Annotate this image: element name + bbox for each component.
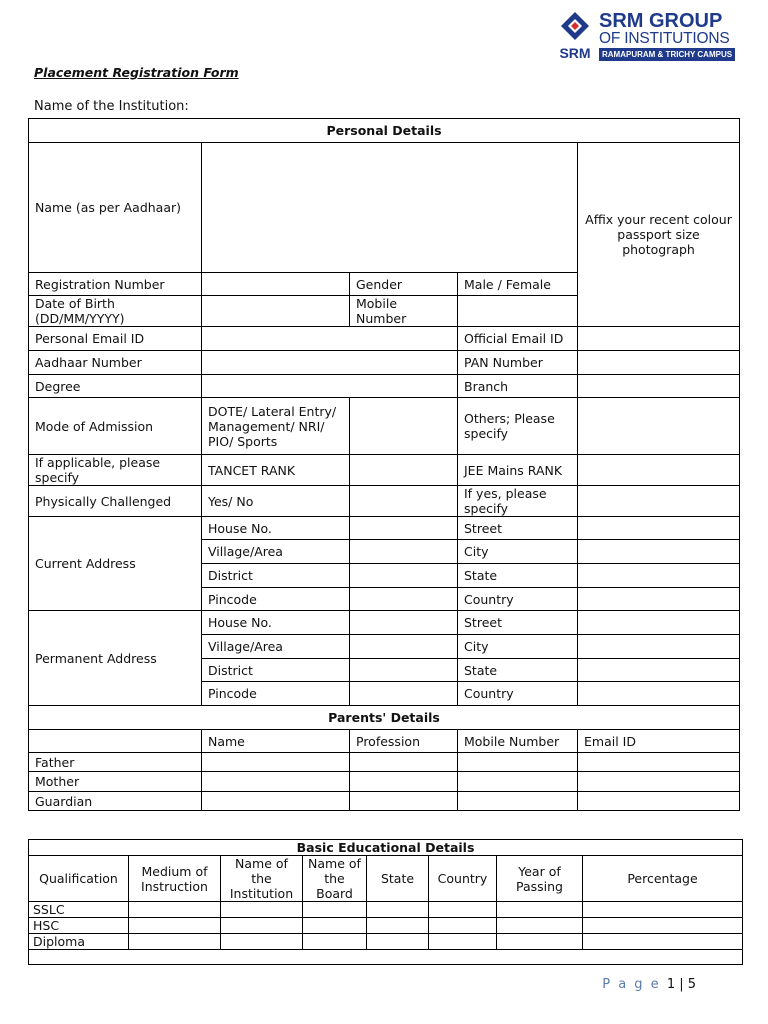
edu-cell[interactable] [221, 902, 303, 918]
perm-state-label: State [458, 659, 578, 682]
form-title: Placement Registration Form [34, 65, 239, 80]
cur-district-field[interactable] [350, 564, 458, 588]
edu-cell[interactable] [583, 934, 743, 950]
personal-details-header: Personal Details [29, 119, 740, 143]
tancet-field[interactable] [350, 455, 458, 486]
cur-city-label: City [458, 540, 578, 564]
edu-col-year: Year of Passing [497, 856, 583, 902]
cur-village-field[interactable] [350, 540, 458, 564]
edu-cell[interactable] [129, 934, 221, 950]
page-footer [602, 977, 696, 992]
personal-email-label: Personal Email ID [29, 327, 202, 351]
perm-pincode-field[interactable] [350, 682, 458, 706]
education-header: Basic Educational Details [29, 840, 743, 856]
photo-box: Affix your recent colour passport size photograph [578, 143, 740, 327]
perm-district-label: District [202, 659, 350, 682]
institution-label: Name of the Institution: [34, 99, 189, 114]
father-profession-field[interactable] [350, 753, 458, 772]
phys-label: Physically Challenged [29, 486, 202, 517]
cur-country-field[interactable] [578, 588, 740, 611]
perm-state-field[interactable] [578, 659, 740, 682]
reg-no-field[interactable] [202, 273, 350, 296]
perm-village-field[interactable] [350, 635, 458, 659]
degree-label: Degree [29, 375, 202, 398]
mode-label: Mode of Admission [29, 398, 202, 455]
logo-mark: SRM [559, 45, 591, 61]
degree-field[interactable] [202, 375, 458, 398]
dob-label: Date of Birth (DD/MM/YYYY) [29, 296, 202, 327]
edu-cell[interactable] [129, 918, 221, 934]
perm-house-label: House No. [202, 611, 350, 635]
ifyes-label: If yes, please specify [458, 486, 578, 517]
edu-row-label: Diploma [29, 934, 129, 950]
edu-cell[interactable] [303, 934, 367, 950]
guardian-mobile-field[interactable] [458, 792, 578, 811]
cur-street-field[interactable] [578, 517, 740, 540]
cur-village-label: Village/Area [202, 540, 350, 564]
guardian-name-field[interactable] [202, 792, 350, 811]
personal-email-field[interactable] [202, 327, 458, 351]
ifyes-field[interactable] [578, 486, 740, 517]
page-number: 1 | 5 [666, 977, 696, 992]
edu-col-institution: Name of the Institution [221, 856, 303, 902]
cur-pincode-field[interactable] [350, 588, 458, 611]
institution-logo [555, 10, 735, 64]
edu-col-country: Country [429, 856, 497, 902]
edu-cell[interactable] [367, 918, 429, 934]
logo-line2: OF INSTITUTIONS [599, 30, 730, 47]
edu-cell[interactable] [497, 934, 583, 950]
official-email-label: Official Email ID [458, 327, 578, 351]
edu-col-state: State [367, 856, 429, 902]
perm-house-field[interactable] [350, 611, 458, 635]
parents-col-mobile: Mobile Number [458, 730, 578, 753]
cur-pincode-label: Pincode [202, 588, 350, 611]
edu-cell[interactable] [429, 902, 497, 918]
name-label: Name (as per Aadhaar) [29, 143, 202, 273]
edu-cell[interactable] [129, 902, 221, 918]
others-field[interactable] [578, 398, 740, 455]
gender-field[interactable]: Male / Female [458, 273, 578, 296]
jee-field[interactable] [578, 455, 740, 486]
cur-state-label: State [458, 564, 578, 588]
phys-options: Yes/ No [202, 486, 350, 517]
mode-options: DOTE/ Lateral Entry/ Management/ NRI/ PIO/ Sports [202, 398, 350, 455]
parents-details-header: Parents' Details [29, 706, 740, 730]
if-applicable-label: If applicable, please specify [29, 455, 202, 486]
education-details-table [28, 839, 743, 965]
parent-row-label: Mother [29, 772, 202, 792]
edu-cell[interactable] [497, 902, 583, 918]
edu-cell[interactable] [221, 918, 303, 934]
branch-label: Branch [458, 375, 578, 398]
mode-field[interactable] [350, 398, 458, 455]
mother-mobile-field[interactable] [458, 772, 578, 792]
perm-country-label: Country [458, 682, 578, 706]
father-email-field[interactable] [578, 753, 740, 772]
logo-line1: SRM GROUP [599, 10, 723, 32]
cur-city-field[interactable] [578, 540, 740, 564]
edu-cell[interactable] [303, 902, 367, 918]
edu-cell[interactable] [303, 918, 367, 934]
current-address-label: Current Address [29, 517, 202, 611]
mother-profession-field[interactable] [350, 772, 458, 792]
edu-blank-row[interactable] [29, 950, 743, 965]
mobile-field[interactable] [458, 296, 578, 327]
aadhaar-field[interactable] [202, 351, 458, 375]
mobile-label: Mobile Number [350, 296, 458, 327]
srm-emblem-icon [555, 10, 595, 62]
mother-name-field[interactable] [202, 772, 350, 792]
edu-cell[interactable] [367, 934, 429, 950]
edu-cell[interactable] [429, 934, 497, 950]
guardian-profession-field[interactable] [350, 792, 458, 811]
parent-row-label: Father [29, 753, 202, 772]
cur-district-label: District [202, 564, 350, 588]
logo-line3: RAMAPURAM & TRICHY CAMPUS [599, 48, 735, 61]
reg-no-label: Registration Number [29, 273, 202, 296]
parents-col-profession: Profession [350, 730, 458, 753]
dob-field[interactable] [202, 296, 350, 327]
pan-label: PAN Number [458, 351, 578, 375]
perm-street-label: Street [458, 611, 578, 635]
edu-row-label: SSLC [29, 902, 129, 918]
official-email-field[interactable] [578, 327, 740, 351]
phys-field[interactable] [350, 486, 458, 517]
page-label: P a g e [602, 977, 661, 992]
branch-field[interactable] [578, 375, 740, 398]
others-label: Others; Please specify [458, 398, 578, 455]
gender-label: Gender [350, 273, 458, 296]
parent-row-label: Guardian [29, 792, 202, 811]
edu-cell[interactable] [221, 934, 303, 950]
cur-house-field[interactable] [350, 517, 458, 540]
cur-house-label: House No. [202, 517, 350, 540]
parents-col-email: Email ID [578, 730, 740, 753]
parents-blank-header [29, 730, 202, 753]
perm-pincode-label: Pincode [202, 682, 350, 706]
pan-field[interactable] [578, 351, 740, 375]
edu-cell[interactable] [367, 902, 429, 918]
perm-country-field[interactable] [578, 682, 740, 706]
edu-col-qualification: Qualification [29, 856, 129, 902]
aadhaar-label: Aadhaar Number [29, 351, 202, 375]
edu-col-medium: Medium of Instruction [129, 856, 221, 902]
father-mobile-field[interactable] [458, 753, 578, 772]
edu-cell[interactable] [429, 918, 497, 934]
edu-cell[interactable] [583, 902, 743, 918]
perm-district-field[interactable] [350, 659, 458, 682]
father-name-field[interactable] [202, 753, 350, 772]
cur-street-label: Street [458, 517, 578, 540]
edu-col-board: Name of the Board [303, 856, 367, 902]
guardian-email-field[interactable] [578, 792, 740, 811]
parents-col-name: Name [202, 730, 350, 753]
cur-country-label: Country [458, 588, 578, 611]
perm-village-label: Village/Area [202, 635, 350, 659]
edu-cell[interactable] [497, 918, 583, 934]
personal-details-table [28, 118, 740, 811]
name-field[interactable] [202, 143, 578, 273]
tancet-label: TANCET RANK [202, 455, 350, 486]
jee-label: JEE Mains RANK [458, 455, 578, 486]
permanent-address-label: Permanent Address [29, 611, 202, 706]
edu-row-label: HSC [29, 918, 129, 934]
mother-email-field[interactable] [578, 772, 740, 792]
edu-col-percentage: Percentage [583, 856, 743, 902]
cur-state-field[interactable] [578, 564, 740, 588]
perm-city-label: City [458, 635, 578, 659]
edu-cell[interactable] [583, 918, 743, 934]
perm-city-field[interactable] [578, 635, 740, 659]
perm-street-field[interactable] [578, 611, 740, 635]
